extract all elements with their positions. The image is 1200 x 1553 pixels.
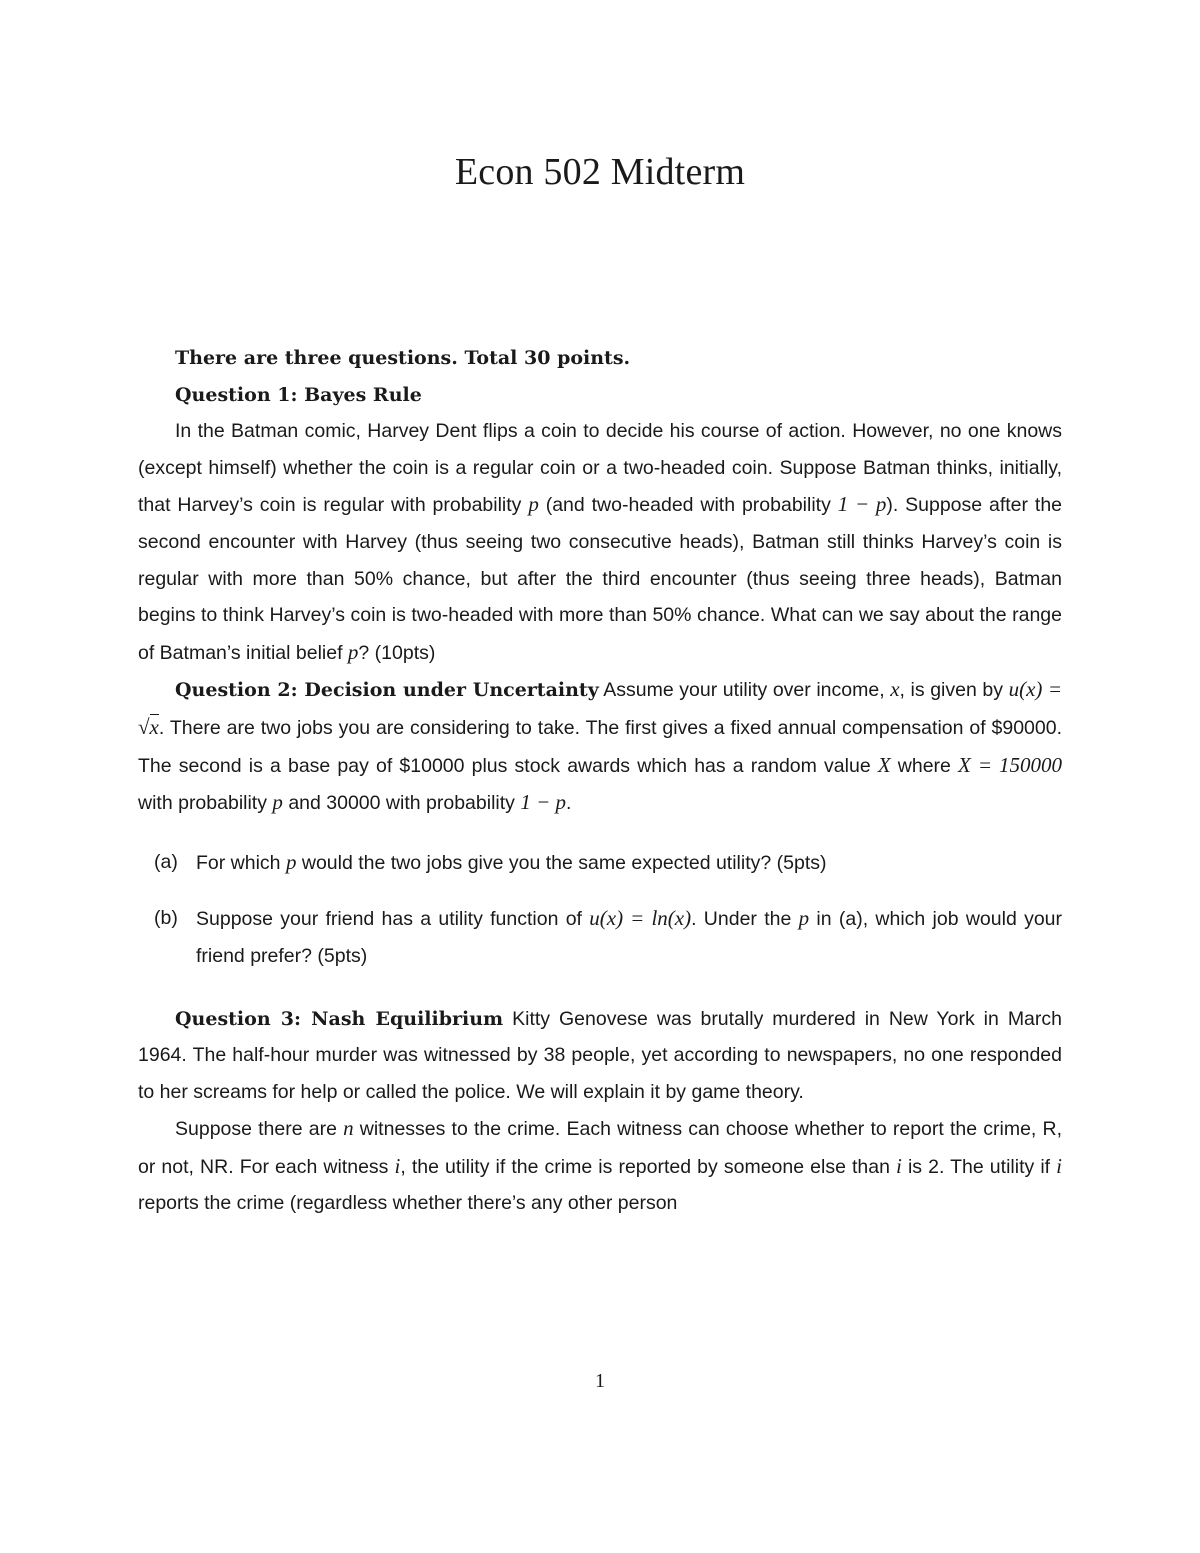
question-1-text: [138, 413, 1062, 671]
q3-p2-c: , the utility if the crime is reported by someone else than: [400, 1155, 897, 1178]
q1-text-4: ? (10pts): [358, 641, 436, 664]
math-n: n: [343, 1116, 354, 1141]
subitem-label: (b): [154, 907, 178, 930]
intro-text: There are three questions. Total 30 points.: [175, 347, 631, 369]
document-body: [138, 340, 1062, 1222]
math-i: i: [896, 1153, 902, 1178]
math-p: p: [347, 639, 359, 664]
math-sqrt-radicand: x: [149, 714, 159, 739]
q2-text-6: and 30000 with probability: [282, 792, 521, 815]
q2-text-1: Assume your utility over income,: [598, 679, 891, 702]
q2-text-5: with probability: [138, 792, 273, 815]
subitem-b-text-1: Suppose your friend has a utility function of: [196, 908, 590, 931]
math-sqrt: √x: [138, 714, 159, 739]
math-one-minus-p: 1 − p: [837, 492, 887, 517]
q1-text-1: In the Batman comic, Harvey Dent flips a coin to decide his course of action. However, no one knows (except himself) whether the coin is a regular coin or a two-headed coin. Suppose Batman thinks, initially, that Harvey’s coin is regular with probability: [138, 420, 1062, 517]
intro-paragraph: [138, 340, 1062, 377]
question-2-text: [138, 671, 1062, 821]
math-p: p: [528, 492, 539, 517]
subitem-b-text-3: in (a), which job would your friend prefer? (5pts): [196, 908, 1063, 967]
math-i: i: [394, 1153, 401, 1178]
question-2-subitems: [138, 844, 1062, 975]
subitem-label: (a): [154, 850, 178, 873]
q1-text-3: ). Suppose after the second encounter with Harvey (thus seeing two consecutive heads), Batman still thinks Harvey’s coin is regular with more than 50% chance, but after the third encounter (thus seeing three heads), Batman begins to think Harvey’s coin is two-headed with more than 50% chance. What can we say about the range of Batman’s initial belief: [138, 494, 1063, 664]
subitem-b-text-2: . Under the: [691, 908, 799, 931]
q2-text-3: . There are two jobs you are considering to take. The first gives a fixed annual compensation of $90000. The second is a base pay of $10000 plus stock awards which has a random value: [138, 716, 1062, 777]
subitem-a-text-2: would the two jobs give you the same expected utility? (5pts): [296, 851, 827, 874]
math-X: X: [877, 752, 891, 777]
q3-p2-b: witnesses to the crime. Each witness can choose whether to report the crime, R, or not, NR. For each witness: [138, 1118, 1062, 1178]
math-p: p: [285, 849, 297, 874]
subitem-a-text-1: For which: [196, 851, 286, 874]
q2-text-2: , is given by: [899, 679, 1009, 702]
q1-text-2: (and two-headed with probability: [538, 494, 838, 517]
math-ln-utility: u(x) = ln(x): [589, 906, 692, 931]
document-title: Econ 502 Midterm: [454, 151, 746, 193]
question-3-paragraph-2: [138, 1110, 1062, 1222]
q3-p2-e: reports the crime (regardless whether there’s any other person: [138, 1192, 678, 1215]
q3-p2-d: is 2. The utility if: [901, 1155, 1057, 1178]
math-p: p: [798, 906, 810, 931]
question-1-heading-paragraph: [138, 377, 1062, 414]
math-p: p: [272, 790, 283, 815]
question-1-heading: Question 1: Bayes Rule: [175, 383, 422, 406]
math-X-equation: X = 150000: [958, 752, 1063, 777]
question-2-heading: Question 2: Decision under Uncertainty: [175, 679, 599, 702]
q3-p2-a: Suppose there are: [175, 1118, 344, 1141]
question-3-text: [138, 1001, 1062, 1111]
math-x: x: [890, 677, 900, 702]
math-utility: u(x) =: [1008, 677, 1062, 702]
math-one-minus-p: 1 − p: [520, 790, 566, 815]
question-3-heading: Question 3: Nash Equilibrium: [175, 1007, 504, 1030]
math-i: i: [1056, 1153, 1062, 1178]
subitem-b: [138, 900, 1062, 974]
subitem-a: [138, 844, 1062, 882]
page-number: 1: [595, 1370, 605, 1392]
q2-text-4: where: [890, 754, 959, 777]
q3-text-1: Kitty Genovese was brutally murdered in New York in March 1964. The half-hour murder was witnessed by 38 people, yet according to newspapers, no one responded to her screams for help or called the police. We will explain it by game theory.: [138, 1007, 1062, 1103]
q2-text-7: .: [566, 792, 572, 815]
